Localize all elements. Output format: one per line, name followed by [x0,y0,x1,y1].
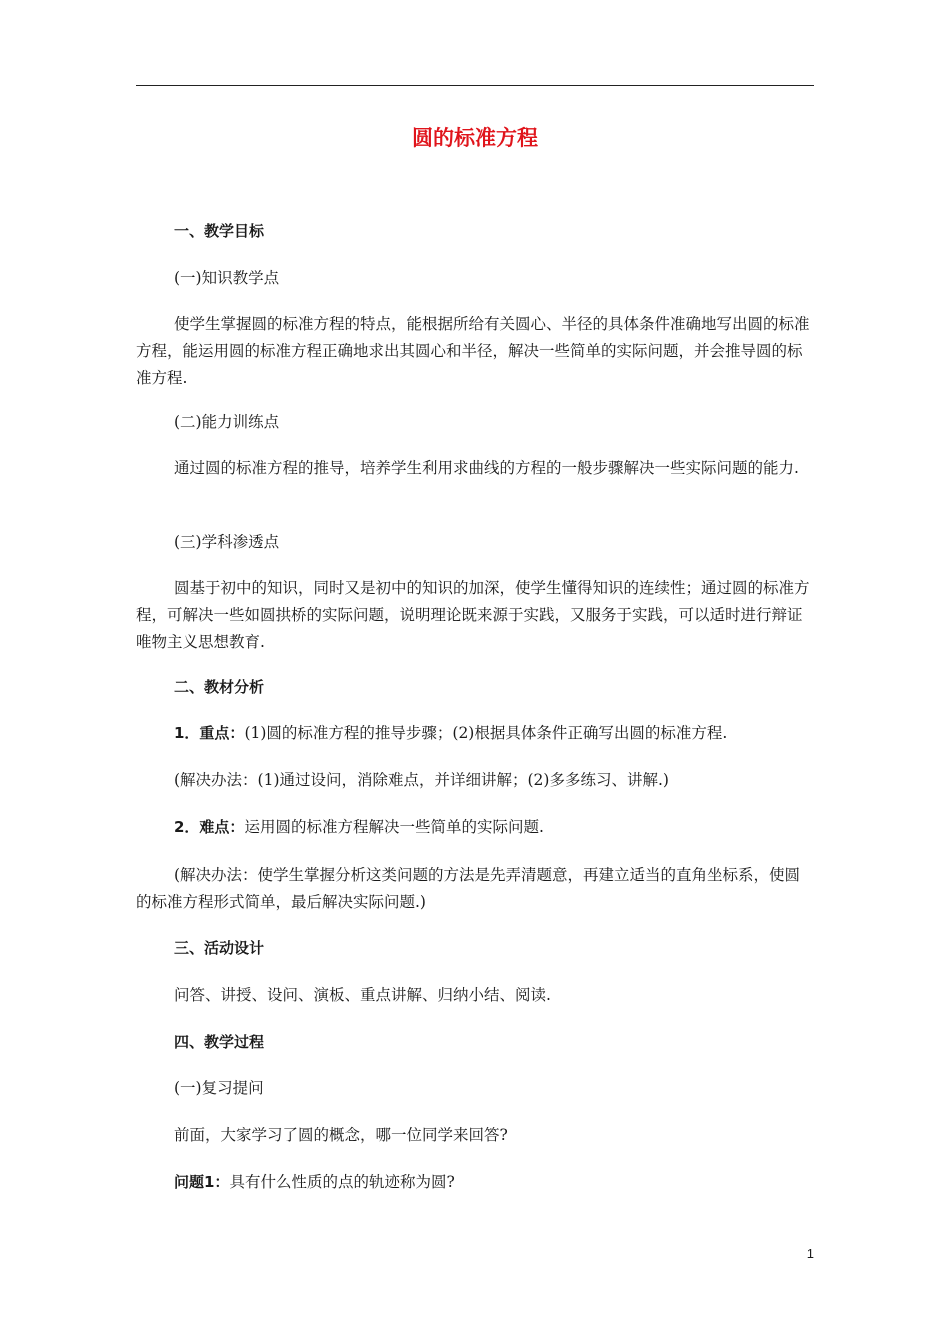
paragraph-review: 前面，大家学习了圆的概念，哪一位同学来回答? [174,1126,508,1144]
section-heading-analysis: 二、教材分析 [174,678,265,696]
page-number: 1 [806,1246,814,1261]
difficulty-label: 2．难点： [174,818,245,836]
header-rule [136,85,814,86]
question-1-label: 问题1： [174,1173,230,1191]
paragraph-penetration: 圆基于初中的知识，同时又是初中的知识的加深，使学生懂得知识的连续性；通过圆的标准方程，可解决一些如圆拱桥的实际问题，说明理论既来源于实践，又服务于实践，可以适时进行辩证唯物主义思想教育. [136,579,810,651]
subheading-ability: (二)能力训练点 [174,413,280,431]
section-heading-objectives: 一、教学目标 [174,222,265,240]
subheading-review: (一)复习提问 [174,1079,264,1097]
question-1-text: 具有什么性质的点的轨迹称为圆? [229,1173,455,1191]
paragraph-ability: 通过圆的标准方程的推导，培养学生利用求曲线的方程的一般步骤解决一些实际问题的能力. [174,459,799,477]
activity-list: 问答、讲授、设问、演板、重点讲解、归纳小结、阅读. [174,986,551,1004]
section-heading-process: 四、教学过程 [174,1033,265,1051]
key-point-label: 1．重点： [174,724,245,742]
key-point-line [174,722,727,744]
difficulty-text: 运用圆的标准方程解决一些简单的实际问题. [244,818,544,836]
difficulty-line [174,816,544,838]
subheading-penetration: (三)学科渗透点 [174,533,280,551]
key-point-solution: (解决办法：(1)通过设问，消除难点，并详细讲解；(2)多多练习、讲解.) [174,771,669,789]
key-point-text: (1)圆的标准方程的推导步骤；(2)根据具体条件正确写出圆的标准方程. [244,724,728,742]
subheading-knowledge: (一)知识教学点 [174,269,280,287]
paragraph-knowledge: 使学生掌握圆的标准方程的特点，能根据所给有关圆心、半径的具体条件准确地写出圆的标准方程，能运用圆的标准方程正确地求出其圆心和半径，解决一些简单的实际问题，并会推导圆的标准方程. [136,315,810,387]
question-1 [174,1171,455,1193]
page-title: 圆的标准方程 [412,126,538,150]
difficulty-solution: (解决办法：使学生掌握分析这类问题的方法是先弄清题意，再建立适当的直角坐标系，使圆的标准方程形式简单，最后解决实际问题.) [136,866,801,911]
section-heading-activity: 三、活动设计 [174,939,265,957]
